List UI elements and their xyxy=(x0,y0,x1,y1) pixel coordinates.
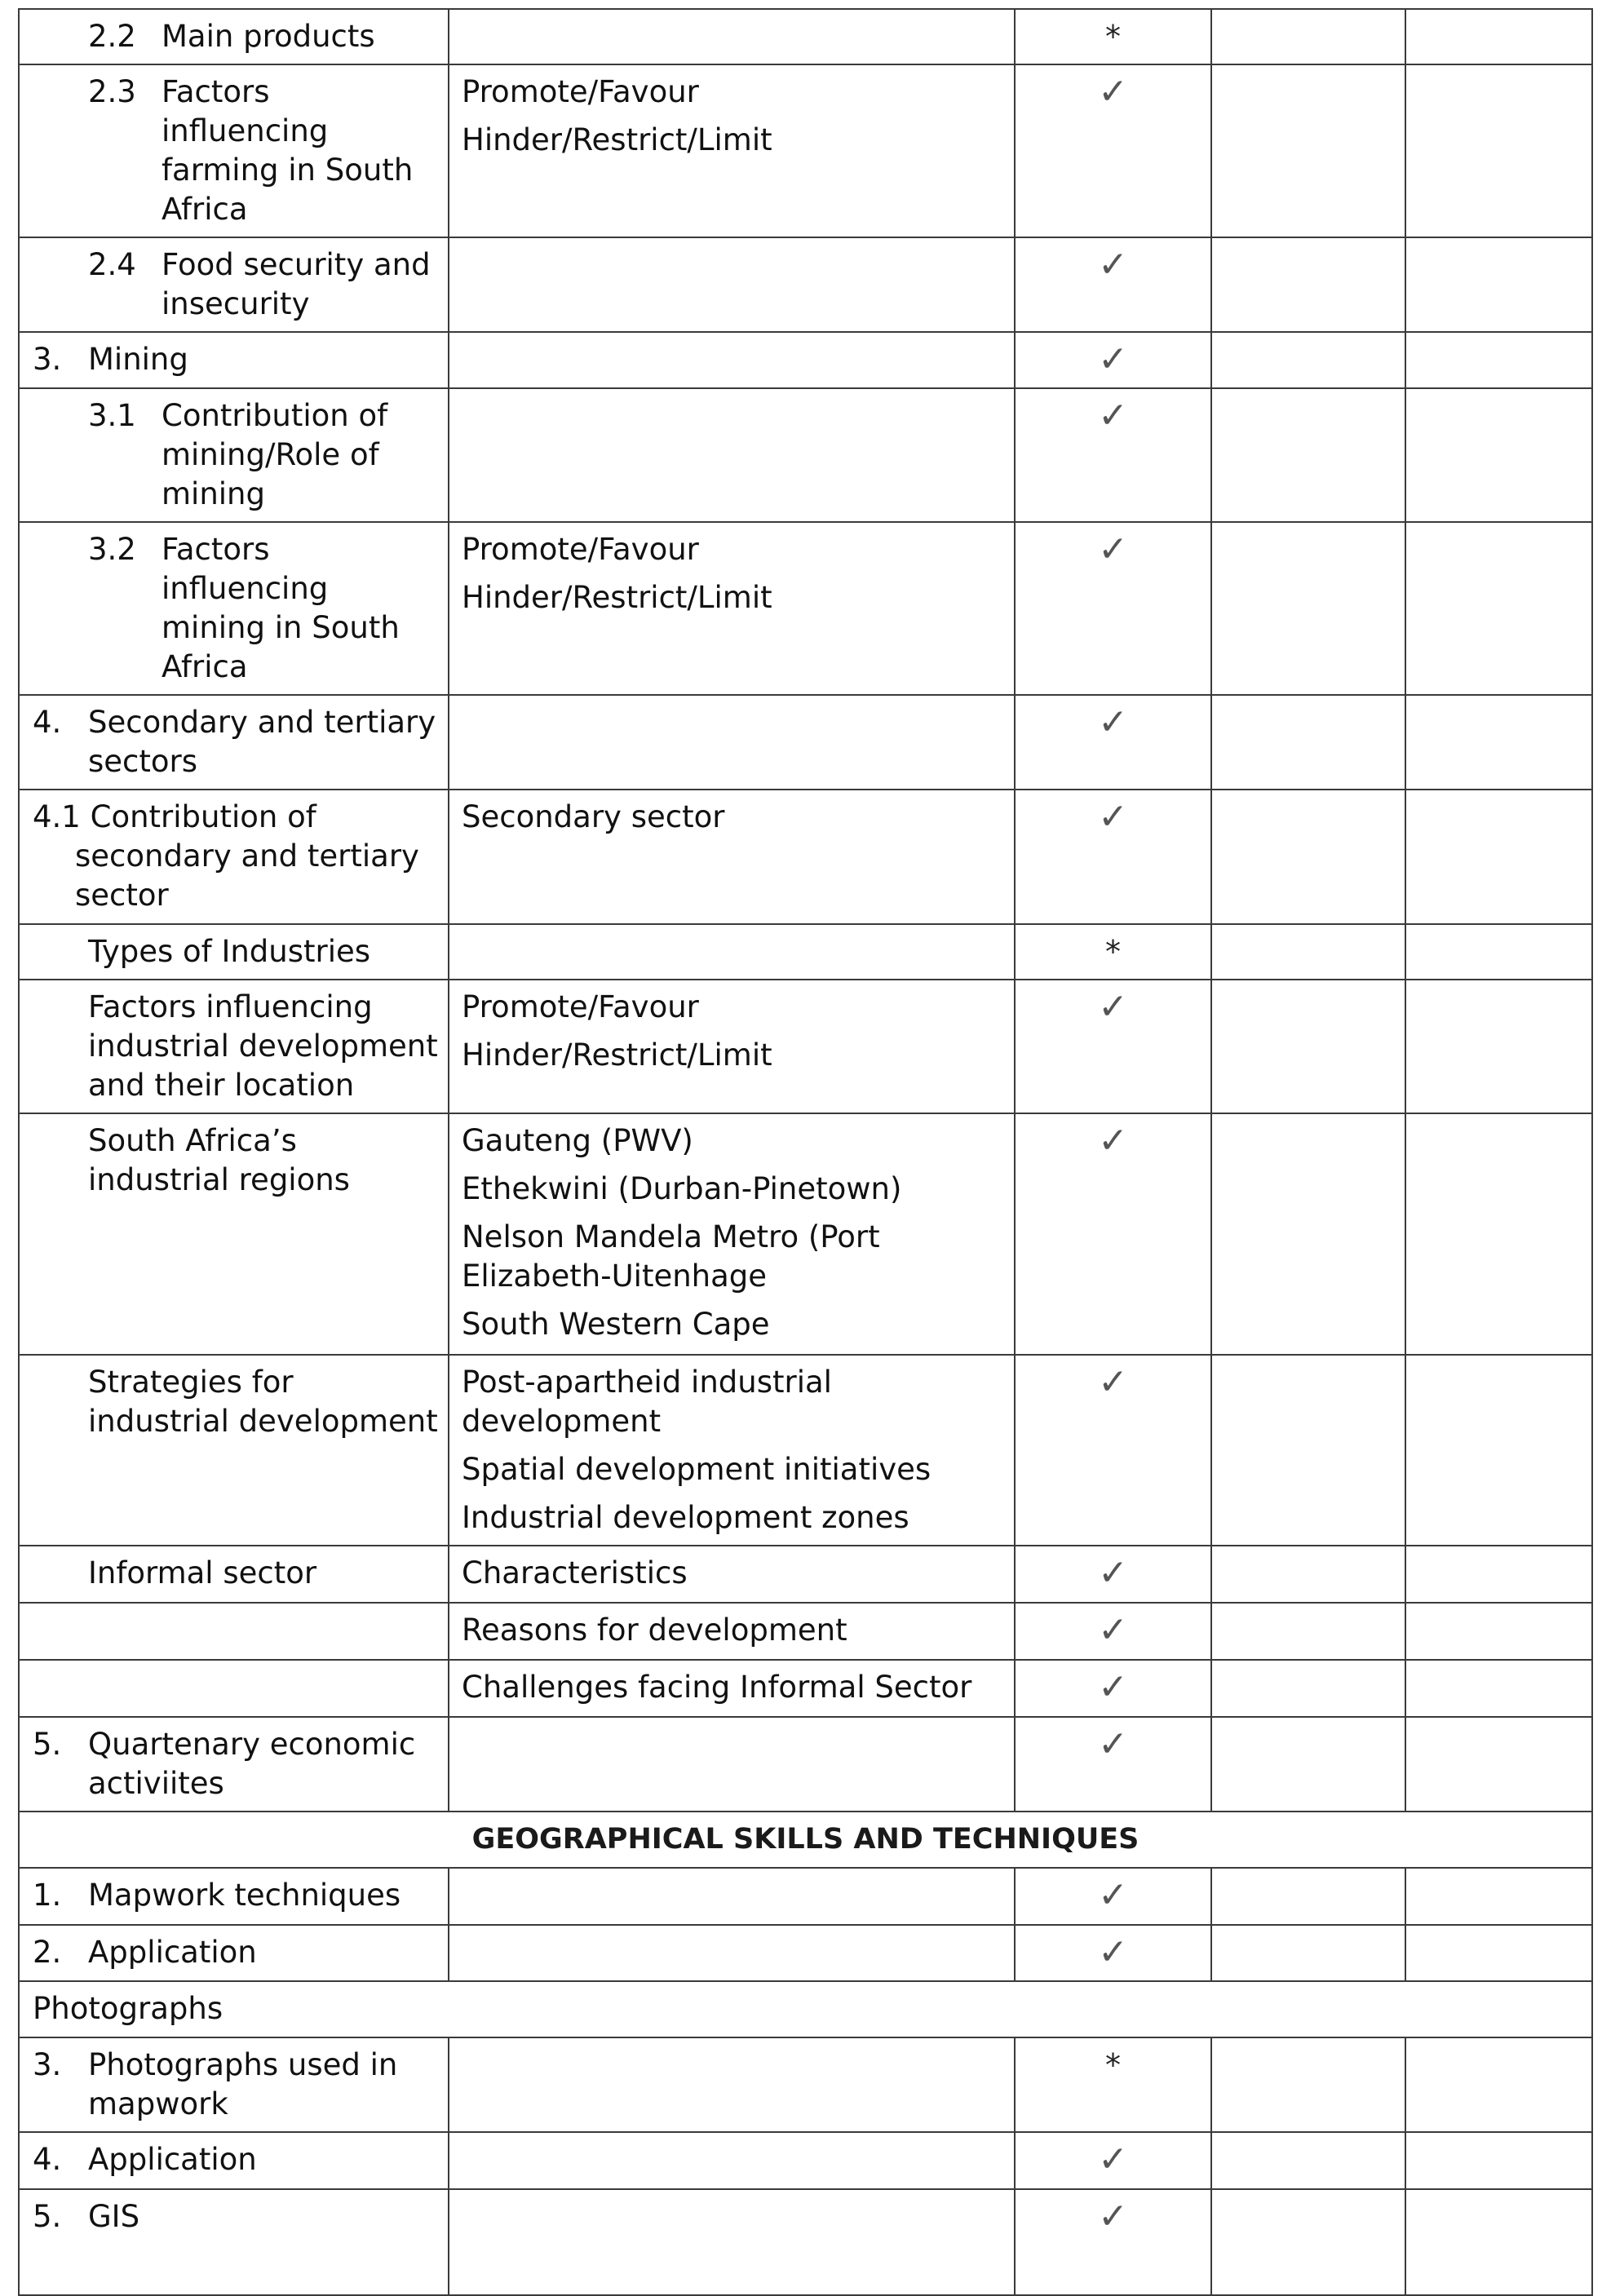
subtopic-list xyxy=(462,1611,1004,1650)
empty-cell xyxy=(1405,2037,1592,2132)
empty-cell xyxy=(1405,522,1592,695)
topic-cell xyxy=(19,1925,449,1981)
subtopic-item: Reasons for development xyxy=(462,1613,847,1648)
subtopic-item: Ethekwini (Durban-Pinetown) xyxy=(462,1171,902,1206)
topic-label: Secondary and tertiary sectors xyxy=(88,705,436,779)
topic-number: 2.3 xyxy=(88,74,136,109)
topic-cell xyxy=(19,2189,449,2295)
empty-cell xyxy=(1211,790,1405,924)
check-cell xyxy=(1015,695,1211,790)
topic-cell xyxy=(19,9,449,64)
topic-cell xyxy=(19,790,449,924)
topic-cell xyxy=(19,1660,449,1717)
empty-cell xyxy=(1405,1925,1592,1981)
subtopic-cell xyxy=(449,1113,1015,1355)
subtopic-cell xyxy=(449,237,1015,332)
topic-cell xyxy=(19,1113,449,1355)
topic-label: Informal sector xyxy=(88,1555,317,1590)
table-row xyxy=(19,1660,1592,1717)
topic-number: 4. xyxy=(33,705,62,740)
check-cell xyxy=(1015,1603,1211,1660)
empty-cell xyxy=(1405,1660,1592,1717)
subtopic-cell xyxy=(449,522,1015,695)
tick-icon: ✓ xyxy=(1098,796,1128,838)
tick-icon: ✓ xyxy=(1098,701,1128,743)
topic-wrap xyxy=(33,73,440,229)
topic-number: 3. xyxy=(33,342,62,377)
topic-number: 5. xyxy=(33,2199,62,2234)
curriculum-table xyxy=(18,8,1593,2296)
subtopic-cell xyxy=(449,2132,1015,2189)
subtopic-cell xyxy=(449,695,1015,790)
subtopic-list xyxy=(462,1554,1004,1593)
topic-number: 2.2 xyxy=(88,19,136,54)
table-row xyxy=(19,924,1592,980)
tick-icon: ✓ xyxy=(1098,2139,1128,2180)
check-cell xyxy=(1015,1868,1211,1925)
tick-icon: ✓ xyxy=(1098,1361,1128,1403)
topic-wrap xyxy=(33,1725,440,1803)
empty-cell xyxy=(1211,1546,1405,1603)
subtopic-cell xyxy=(449,64,1015,237)
subtopic-cell xyxy=(449,1603,1015,1660)
subtopic-list xyxy=(462,73,1004,160)
tick-icon: ✓ xyxy=(1098,1609,1128,1651)
table-row xyxy=(19,1546,1592,1603)
check-cell xyxy=(1015,2037,1211,2132)
topic-cell xyxy=(19,64,449,237)
topic-number: 3.2 xyxy=(88,532,136,567)
topics-body xyxy=(19,9,1592,2295)
empty-cell xyxy=(1405,237,1592,332)
topic-cell xyxy=(19,1717,449,1812)
subtopic-cell xyxy=(449,2189,1015,2295)
topic-number: 5. xyxy=(33,1727,62,1762)
subtopic-item: Post-apartheid industrial development xyxy=(462,1365,832,1439)
table-row xyxy=(19,2189,1592,2295)
empty-cell xyxy=(1405,1355,1592,1546)
empty-cell xyxy=(1211,237,1405,332)
empty-cell xyxy=(1211,332,1405,388)
check-cell xyxy=(1015,1717,1211,1812)
empty-cell xyxy=(1211,924,1405,980)
topic-wrap xyxy=(33,932,440,971)
table-row xyxy=(19,64,1592,237)
tick-icon: ✓ xyxy=(1098,395,1128,436)
topic-wrap xyxy=(33,396,440,514)
topic-label: Factors influencing farming in South Africa xyxy=(162,74,414,227)
topic-number: 3. xyxy=(33,2047,62,2082)
empty-cell xyxy=(1405,790,1592,924)
check-cell xyxy=(1015,2132,1211,2189)
subtopic-cell xyxy=(449,1925,1015,1981)
topic-wrap xyxy=(33,2140,440,2179)
check-cell xyxy=(1015,332,1211,388)
subtopic-list xyxy=(462,798,1004,837)
topic-wrap xyxy=(33,1363,440,1441)
table-row xyxy=(19,2037,1592,2132)
topic-label: Application xyxy=(88,1935,257,1970)
topic-wrap xyxy=(33,1876,440,1915)
subtopic-cell xyxy=(449,1546,1015,1603)
check-cell xyxy=(1015,64,1211,237)
topic-label: Photographs used in mapwork xyxy=(88,2047,398,2121)
empty-cell xyxy=(1211,64,1405,237)
tick-icon: ✓ xyxy=(1098,1723,1128,1765)
empty-cell xyxy=(1405,695,1592,790)
tick-icon: ✓ xyxy=(1098,1666,1128,1708)
topic-label: Factors influencing industrial development and their location xyxy=(88,989,438,1103)
topic-label: South Africa’s industrial regions xyxy=(88,1123,350,1197)
table-row xyxy=(19,332,1592,388)
table-row xyxy=(19,237,1592,332)
empty-cell xyxy=(1405,9,1592,64)
topic-number: 2. xyxy=(33,1935,62,1970)
empty-cell xyxy=(1405,1603,1592,1660)
table-row xyxy=(19,1113,1592,1355)
empty-cell xyxy=(1211,695,1405,790)
check-cell xyxy=(1015,388,1211,522)
table-row xyxy=(19,1717,1592,1812)
tick-icon: ✓ xyxy=(1098,1120,1128,1161)
topic-label: Quartenary economic activiites xyxy=(88,1727,416,1801)
check-cell xyxy=(1015,1660,1211,1717)
subtopic-cell xyxy=(449,9,1015,64)
empty-cell xyxy=(1211,1925,1405,1981)
asterisk-mark: * xyxy=(1105,2047,1121,2083)
table-row xyxy=(19,790,1592,924)
subtopic-item: Secondary sector xyxy=(462,799,725,834)
subtopic-cell xyxy=(449,790,1015,924)
table-row xyxy=(19,980,1592,1113)
empty-cell xyxy=(1405,924,1592,980)
asterisk-mark: * xyxy=(1105,19,1121,55)
subtopic-cell xyxy=(449,1355,1015,1546)
topic-label: GIS xyxy=(88,2199,140,2234)
empty-cell xyxy=(1211,9,1405,64)
subtopic-item: Hinder/Restrict/Limit xyxy=(462,1037,772,1073)
subtopic-cell xyxy=(449,332,1015,388)
topic-cell xyxy=(19,522,449,695)
topic-label: Factors influencing mining in South Africa xyxy=(162,532,400,684)
topic-wrap xyxy=(33,703,440,781)
empty-cell xyxy=(1405,980,1592,1113)
empty-cell xyxy=(1405,1868,1592,1925)
table-row xyxy=(19,1925,1592,1981)
subtopic-item: Gauteng (PWV) xyxy=(462,1123,693,1158)
topic-wrap xyxy=(33,1554,440,1593)
subtopic-cell xyxy=(449,1660,1015,1717)
topic-label: Main products xyxy=(162,19,375,54)
tick-icon: ✓ xyxy=(1098,71,1128,113)
empty-cell xyxy=(1211,1113,1405,1355)
check-cell xyxy=(1015,1355,1211,1546)
subtopic-item: Industrial development zones xyxy=(462,1500,909,1535)
topic-wrap xyxy=(33,2197,440,2236)
empty-cell xyxy=(1405,1113,1592,1355)
topic-cell xyxy=(19,2132,449,2189)
table-row xyxy=(19,1355,1592,1546)
subtopic-item: Spatial development initiatives xyxy=(462,1452,932,1487)
table-row xyxy=(19,388,1592,522)
topic-wrap xyxy=(33,1121,440,1200)
table-row xyxy=(19,1868,1592,1925)
topic-number: 4.1 xyxy=(33,799,81,834)
table-row xyxy=(19,1603,1592,1660)
check-cell xyxy=(1015,790,1211,924)
topic-wrap xyxy=(33,798,440,915)
subtopic-cell xyxy=(449,1868,1015,1925)
check-cell xyxy=(1015,924,1211,980)
empty-cell xyxy=(1405,2132,1592,2189)
empty-cell xyxy=(1211,2132,1405,2189)
topic-label: Types of Industries xyxy=(88,934,371,969)
topic-cell xyxy=(19,1603,449,1660)
topic-label: Contribution of secondary and tertiary sector xyxy=(75,799,419,913)
topic-label: Contribution of mining/Role of mining xyxy=(162,398,388,511)
empty-cell xyxy=(1405,1546,1592,1603)
empty-cell xyxy=(1211,388,1405,522)
topic-cell xyxy=(19,980,449,1113)
empty-cell xyxy=(1211,1868,1405,1925)
empty-cell xyxy=(1405,64,1592,237)
topic-label: Strategies for industrial development xyxy=(88,1365,438,1439)
topic-wrap xyxy=(33,246,440,324)
table-row xyxy=(19,522,1592,695)
subtopic-item: Nelson Mandela Metro (Port Elizabeth-Uitenhage xyxy=(462,1219,880,1294)
empty-cell xyxy=(1211,1603,1405,1660)
topic-label: Mapwork techniques xyxy=(88,1878,401,1913)
empty-cell xyxy=(1211,2037,1405,2132)
topic-cell xyxy=(19,2037,449,2132)
check-cell xyxy=(1015,9,1211,64)
section-heading-row xyxy=(19,1812,1592,1868)
subtopic-list xyxy=(462,1363,1004,1537)
empty-cell xyxy=(1211,1717,1405,1812)
check-cell xyxy=(1015,2189,1211,2295)
topic-cell xyxy=(19,1355,449,1546)
topic-cell xyxy=(19,695,449,790)
empty-cell xyxy=(1211,2189,1405,2295)
empty-cell xyxy=(1211,522,1405,695)
topic-label: Food security and insecurity xyxy=(162,247,431,321)
empty-cell xyxy=(1405,2189,1592,2295)
subtopic-item: Promote/Favour xyxy=(462,74,699,109)
subtopic-item: Characteristics xyxy=(462,1555,688,1590)
empty-cell xyxy=(1211,980,1405,1113)
topic-number: 1. xyxy=(33,1878,62,1913)
photographs-heading-row xyxy=(19,1981,1592,2037)
tick-icon: ✓ xyxy=(1098,986,1128,1028)
topic-wrap xyxy=(33,17,440,56)
subtopic-item: Hinder/Restrict/Limit xyxy=(462,122,772,157)
table-row xyxy=(19,2132,1592,2189)
subtopic-cell xyxy=(449,924,1015,980)
topic-label: Application xyxy=(88,2142,257,2177)
subtopic-cell xyxy=(449,2037,1015,2132)
check-cell xyxy=(1015,980,1211,1113)
tick-icon: ✓ xyxy=(1098,1931,1128,1973)
topic-wrap xyxy=(33,340,440,379)
subtopic-list xyxy=(462,988,1004,1075)
subtopic-cell xyxy=(449,980,1015,1113)
topic-cell xyxy=(19,388,449,522)
tick-icon: ✓ xyxy=(1098,338,1128,380)
subtopic-item: Challenges facing Informal Sector xyxy=(462,1670,972,1705)
tick-icon: ✓ xyxy=(1098,529,1128,570)
topic-label: Mining xyxy=(88,342,188,377)
subtopic-item: Promote/Favour xyxy=(462,989,699,1024)
subtopic-cell xyxy=(449,388,1015,522)
topic-number: 2.4 xyxy=(88,247,136,282)
empty-cell xyxy=(1405,1717,1592,1812)
subtopic-list xyxy=(462,1668,1004,1707)
empty-cell xyxy=(1211,1660,1405,1717)
topic-number: 4. xyxy=(33,2142,62,2177)
topic-cell xyxy=(19,1868,449,1925)
topic-wrap xyxy=(33,1933,440,1972)
subtopic-list xyxy=(462,1121,1004,1344)
photographs-heading: Photographs xyxy=(19,1981,1592,2037)
empty-cell xyxy=(1405,388,1592,522)
topic-number: 3.1 xyxy=(88,398,136,433)
check-cell xyxy=(1015,522,1211,695)
subtopic-list xyxy=(462,530,1004,617)
subtopic-item: Hinder/Restrict/Limit xyxy=(462,580,772,615)
empty-cell xyxy=(1211,1355,1405,1546)
topic-wrap xyxy=(33,2046,440,2124)
topic-cell xyxy=(19,924,449,980)
topic-cell xyxy=(19,1546,449,1603)
subtopic-item: South Western Cape xyxy=(462,1307,770,1342)
check-cell xyxy=(1015,1546,1211,1603)
topic-cell xyxy=(19,237,449,332)
check-cell xyxy=(1015,237,1211,332)
subtopic-item: Promote/Favour xyxy=(462,532,699,567)
table-row xyxy=(19,9,1592,64)
asterisk-mark: * xyxy=(1105,934,1121,970)
tick-icon: ✓ xyxy=(1098,1874,1128,1916)
empty-cell xyxy=(1405,332,1592,388)
tick-icon: ✓ xyxy=(1098,1552,1128,1594)
check-cell xyxy=(1015,1113,1211,1355)
topic-wrap xyxy=(33,988,440,1105)
table-row xyxy=(19,695,1592,790)
topic-cell xyxy=(19,332,449,388)
tick-icon: ✓ xyxy=(1098,244,1128,285)
topic-wrap xyxy=(33,530,440,687)
section-heading: GEOGRAPHICAL SKILLS AND TECHNIQUES xyxy=(19,1812,1592,1868)
subtopic-cell xyxy=(449,1717,1015,1812)
check-cell xyxy=(1015,1925,1211,1981)
tick-icon: ✓ xyxy=(1098,2196,1128,2237)
